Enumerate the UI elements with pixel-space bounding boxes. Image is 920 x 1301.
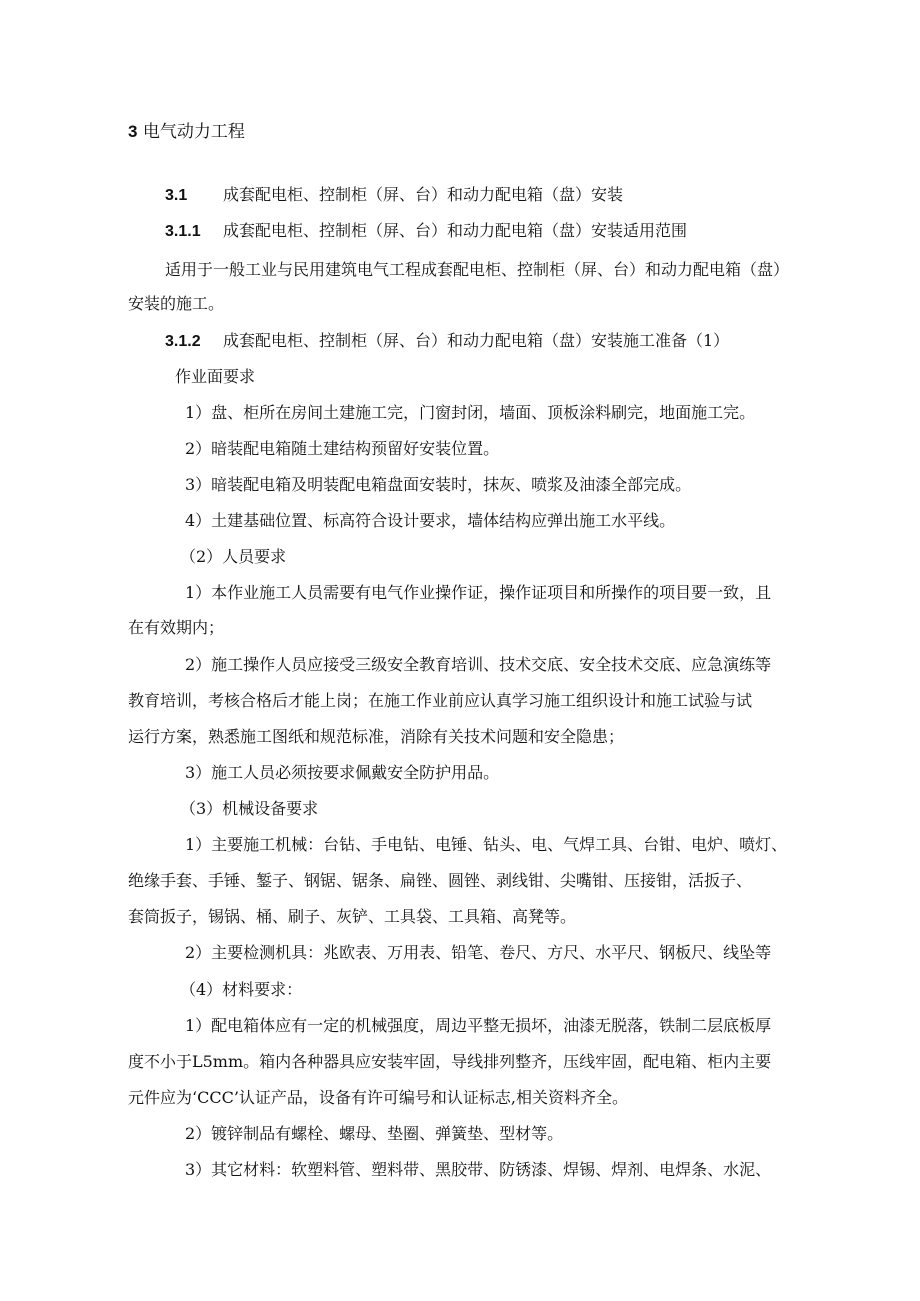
paragraph-line: 1）主要施工机械：台钻、手电钻、电锤、钻头、电、气焊工具、台钳、电炉、喷灯、 — [185, 835, 788, 854]
subsection-number: 3.1.2 — [165, 333, 201, 350]
section-title: 成套配电柜、控制柜（屏、台）和动力配电箱（盘）安装 — [223, 185, 624, 204]
subheading-materials: （4）材料要求： — [180, 980, 303, 999]
list-item: 1）盘、柜所在房间土建施工完，门窗封闭，墙面、顶板涂料刷完，地面施工完。 — [185, 403, 756, 422]
section-number: 3.1 — [165, 187, 188, 204]
list-item: 3）暗装配电箱及明装配电箱盘面安装时，抹灰、喷浆及油漆全部完成。 — [185, 475, 692, 494]
subsection-heading-2 — [165, 330, 729, 353]
paragraph-line: 绝缘手套、手锤、錾子、钢锯、锯条、扁锉、圆锉、剥线钳、尖嘴钳、压接钳，活扳子、 — [128, 871, 753, 890]
paragraph-line: 在有效期内； — [128, 618, 225, 637]
paragraph-line: 3）其它材料：软塑料管、塑料带、黑胶带、防锈漆、焊锡、焊剂、电焊条、水泥、 — [185, 1160, 772, 1179]
paragraph-line: 教育培训，考核合格后才能上岗；在施工作业前应认真学习施工组织设计和施工试验与试 — [128, 691, 753, 710]
subheading-machinery: （3）机械设备要求 — [180, 799, 319, 818]
paragraph-line: 度不小于L5mm。箱内各种器具应安装牢固，导线排列整齐，压线牢固，配电箱、柜内主要 — [128, 1052, 772, 1071]
paragraph-line: 套筒扳子，锡锅、桶、刷子、灰铲、工具袋、工具箱、高凳等。 — [128, 907, 577, 926]
paragraph-line: 适用于一般工业与民用建筑电气工程成套配电柜、控制柜（屏、台）和动力配电箱（盘） — [165, 260, 790, 279]
paragraph-line: 2）主要检测机具：兆欧表、万用表、铅笔、卷尺、方尺、水平尺、钢板尺、线坠等 — [185, 943, 772, 962]
subsection-title: 成套配电柜、控制柜（屏、台）和动力配电箱（盘）安装适用范围 — [223, 221, 688, 240]
paragraph-line: 元件应为‘CCC’认证产品，设备有许可编号和认证标志,相关资料齐全。 — [128, 1088, 628, 1107]
paragraph-line: 1）本作业施工人员需要有电气作业操作证，操作证项目和所操作的项目要一致，且 — [185, 583, 772, 602]
list-item: 4）土建基础位置、标高符合设计要求，墙体结构应弹出施工水平线。 — [185, 511, 676, 530]
paragraph-line: 安装的施工。 — [128, 294, 225, 313]
list-item: 2）暗装配电箱随土建结构预留好安装位置。 — [185, 439, 500, 458]
paragraph-line: 2）施工操作人员应接受三级安全教育培训、技术交底、安全技术交底、应急演练等 — [185, 655, 772, 674]
subsection-number: 3.1.1 — [165, 223, 201, 240]
section-heading — [165, 184, 623, 207]
chapter-title: 电气动力工程 — [142, 122, 245, 142]
chapter-number: 3 — [128, 122, 138, 141]
paragraph-line: 1）配电箱体应有一定的机械强度，周边平整无损坏，油漆无脱落，铁制二层底板厚 — [185, 1016, 772, 1035]
subsection-heading-continuation: 作业面要求 — [175, 367, 256, 386]
subheading-personnel: （2）人员要求 — [180, 547, 287, 566]
subsection-heading-1 — [165, 220, 687, 243]
chapter-heading — [128, 121, 245, 143]
subsection-title: 成套配电柜、控制柜（屏、台）和动力配电箱（盘）安装施工准备（1） — [223, 331, 730, 350]
paragraph-line: 运行方案，熟悉施工图纸和规范标准，消除有关技术问题和安全隐患； — [128, 727, 625, 746]
paragraph-line: 2）镀锌制品有螺栓、螺母、垫圈、弹簧垫、型材等。 — [185, 1124, 564, 1143]
paragraph-line: 3）施工人员必须按要求佩戴安全防护用品。 — [185, 763, 500, 782]
